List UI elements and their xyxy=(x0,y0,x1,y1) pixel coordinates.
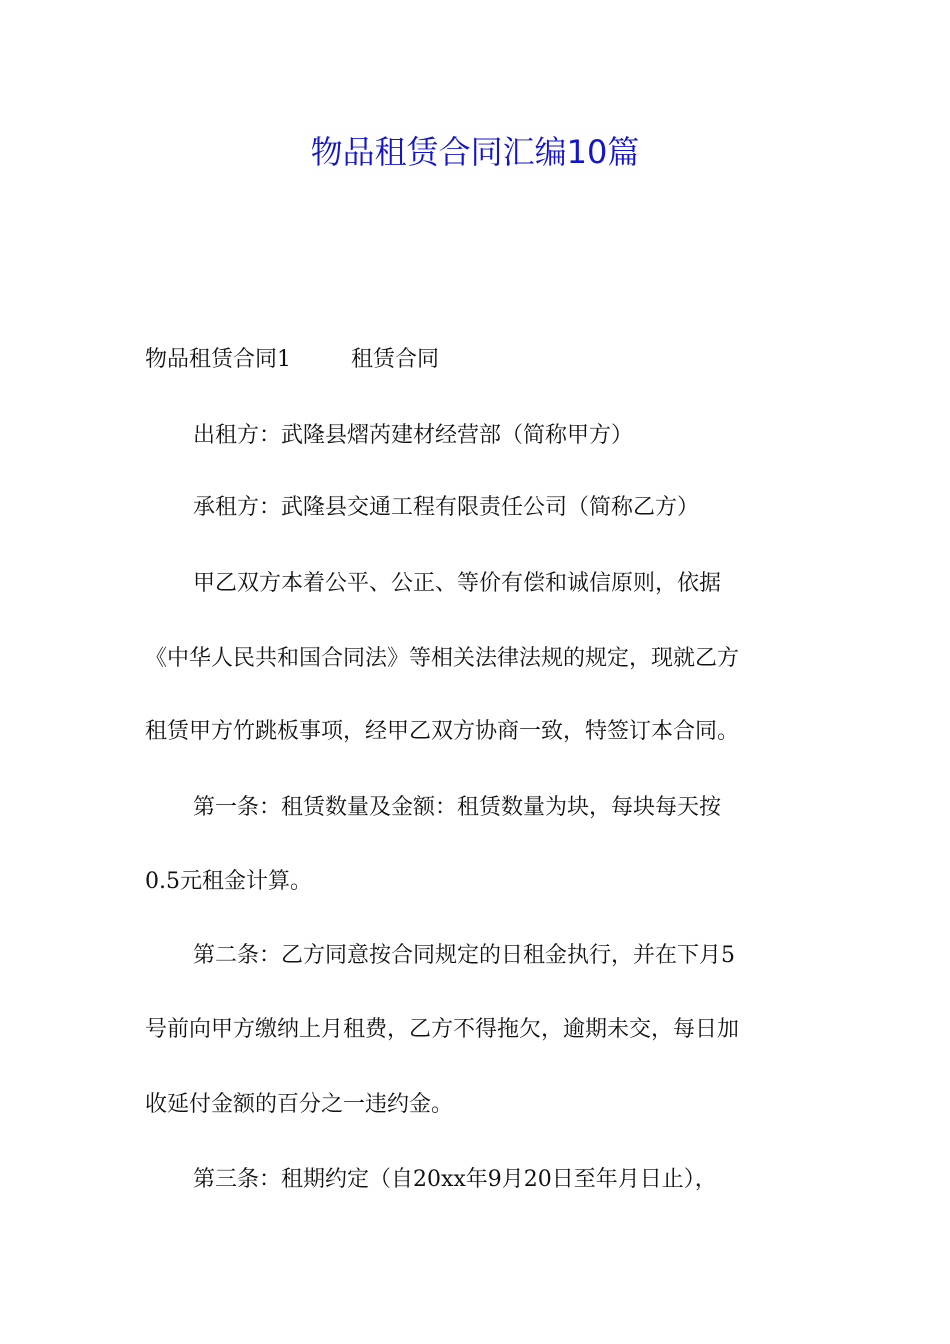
intro-paragraph-line-3: 租赁甲方竹跳板事项，经甲乙双方协商一致，特签订本合同。 xyxy=(145,719,740,744)
article-2-line-2: 号前向甲方缴纳上月租费，乙方不得拖欠，逾期未交，每日加 xyxy=(145,1017,740,1042)
section-heading-name: 租赁合同 xyxy=(351,347,440,372)
article-3-line-1: 第三条：租期约定（自20xx年9月20日至年月日止）， xyxy=(193,1167,717,1192)
article-2-line-3: 收延付金额的百分之一违约金。 xyxy=(145,1092,454,1117)
intro-paragraph-line-2: 《中华人民共和国合同法》等相关法律法规的规定，现就乙方 xyxy=(145,646,740,671)
article-1-line-2: 0.5元租金计算。 xyxy=(145,869,312,894)
intro-paragraph-line-1: 甲乙双方本着公平、公正、等价有偿和诚信原则，依据 xyxy=(193,571,722,596)
lessee-line: 承租方：武隆县交通工程有限责任公司（简称乙方） xyxy=(193,495,700,520)
section-heading-number: 物品租赁合同1 xyxy=(145,347,291,372)
document-title: 物品租赁合同汇编10篇 xyxy=(310,133,640,171)
lessor-line: 出租方：武隆县熠芮建材经营部（简称甲方） xyxy=(193,423,634,448)
section-heading xyxy=(0,344,950,376)
article-1-line-1: 第一条：租赁数量及金额：租赁数量为块，每块每天按 xyxy=(193,795,722,820)
article-2-line-1: 第二条：乙方同意按合同规定的日租金执行，并在下月5 xyxy=(193,943,735,968)
